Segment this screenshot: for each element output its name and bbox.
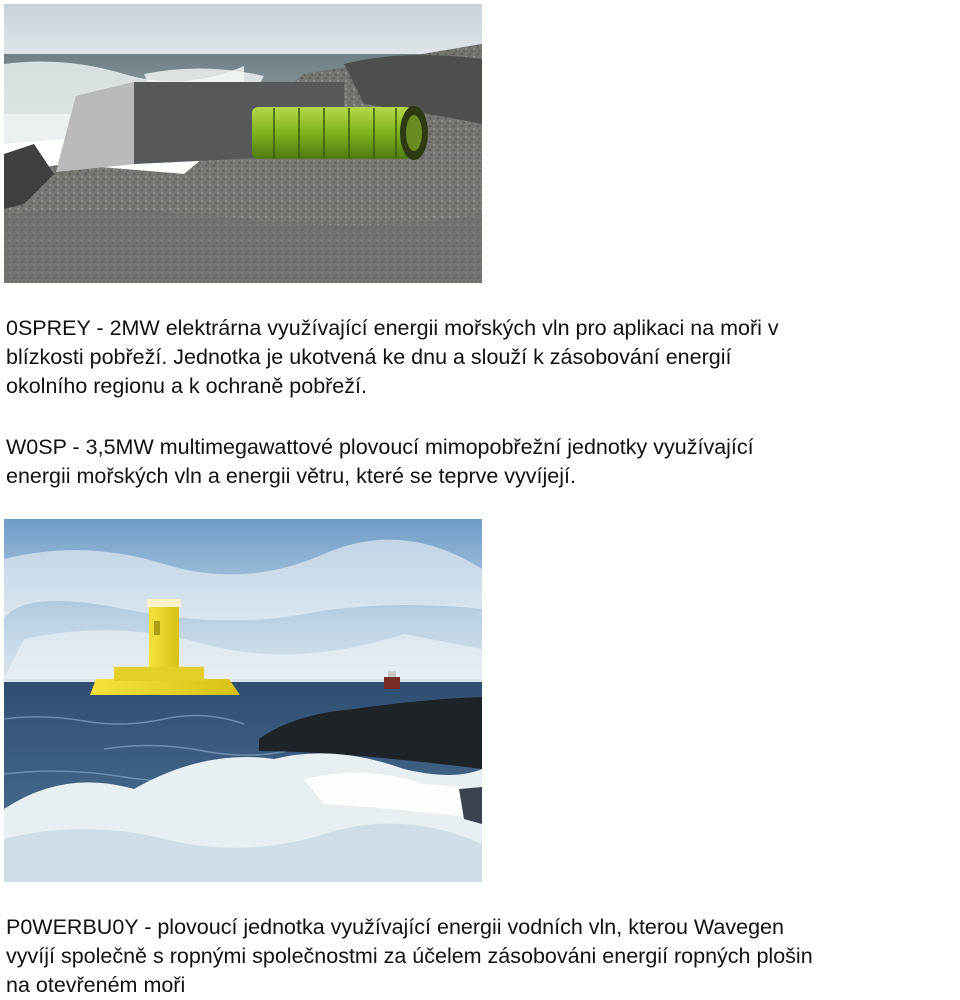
osprey-photo — [4, 4, 482, 283]
powerbuoy-photo-image — [4, 519, 482, 882]
powerbuoy-line-3: na otevřeném moři — [6, 973, 186, 997]
powerbuoy-description — [6, 913, 960, 1000]
osprey-line-1: 0SPREY - 2MW elektrárna využívající energii mořských vln pro aplikaci na moři v — [6, 316, 779, 340]
wosp-line-1: W0SP - 3,5MW multimegawattové plovoucí mimopobřežní jednotky využívající — [6, 435, 754, 459]
powerbuoy-line-1: P0WERBU0Y - plovoucí jednotka využívající energii vodních vln, kterou Wavegen — [6, 915, 784, 939]
powerbuoy-photo — [4, 519, 482, 882]
osprey-photo-image — [4, 4, 482, 283]
osprey-line-3: okolního regionu a k ochraně pobřeží. — [6, 374, 367, 398]
wosp-description — [6, 433, 946, 491]
wosp-line-2: energii mořských vln a energii větru, které se teprve vyvíjejí. — [6, 464, 576, 488]
powerbuoy-line-2: vyvíjí společně s ropnými společnostmi za účelem zásobováni energií ropných plošin — [6, 944, 813, 968]
osprey-description — [6, 314, 946, 401]
osprey-line-2: blízkosti pobřeží. Jednotka je ukotvená ke dnu a slouží k zásobování energií — [6, 345, 732, 369]
